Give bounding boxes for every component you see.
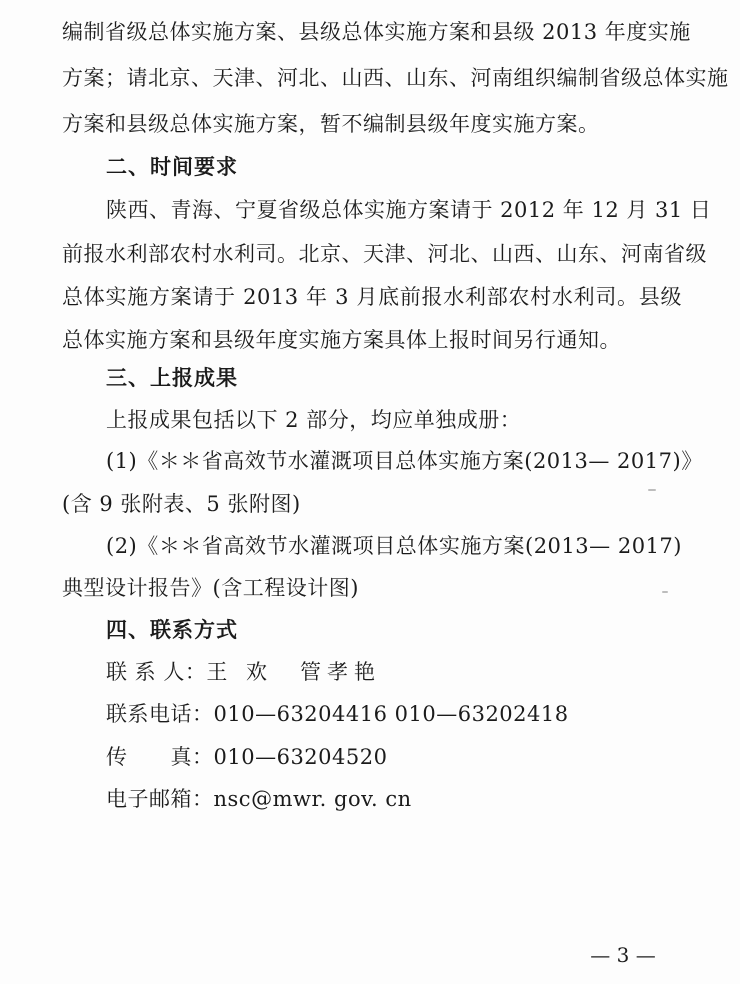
- contact-phone-row: [106, 700, 682, 728]
- contact-person-label: 联 系 人：: [106, 660, 207, 684]
- time-paragraph-line-4: 总体实施方案和县级年度实施方案具体上报时间另行通知。: [62, 328, 621, 352]
- contact-fax-row: [106, 743, 682, 771]
- time-paragraph-line-3: 总体实施方案请于 2013 年 3 月底前报水利部农村水利司。县级: [62, 285, 682, 309]
- section-heading-submission-results: 三、上报成果: [106, 366, 238, 390]
- contact-fax-value: 010—63204520: [213, 745, 388, 769]
- contact-email-label: 电子邮箱：: [106, 787, 214, 811]
- section-heading-time-requirements: 二、时间要求: [106, 155, 238, 179]
- page-number: — 3 —: [590, 943, 656, 967]
- time-paragraph-line-1: 陕西、青海、宁夏省级总体实施方案请于 2012 年 12 月 31 日: [106, 198, 712, 222]
- paragraph-1-line-1: 编制省级总体实施方案、县级总体实施方案和县级 2013 年度实施: [62, 20, 691, 44]
- submission-item-2-line-1: (2)《＊＊省高效节水灌溉项目总体实施方案(2013— 2017): [106, 534, 682, 558]
- scan-speck: [662, 591, 668, 593]
- contact-person-names: 王 欢 管孝艳: [206, 660, 382, 684]
- paragraph-1-line-3: 方案和县级总体实施方案，暂不编制县级年度实施方案。: [62, 112, 600, 136]
- submission-intro: 上报成果包括以下 2 部分，均应单独成册：: [106, 408, 522, 432]
- contact-email-value: nsc@mwr. gov. cn: [213, 787, 412, 811]
- contact-phone-label: 联系电话：: [106, 702, 214, 726]
- contact-email-row: [106, 785, 682, 813]
- section-heading-contact: 四、联系方式: [106, 618, 238, 642]
- contact-fax-label: 传 真：: [106, 745, 214, 769]
- submission-item-2-line-2: 典型设计报告》(含工程设计图): [62, 576, 359, 600]
- paragraph-1-line-2: 方案；请北京、天津、河北、山西、山东、河南组织编制省级总体实施: [62, 66, 729, 90]
- contact-phone-value: 010—63204416 010—63202418: [213, 702, 569, 726]
- scan-speck: [648, 489, 656, 491]
- time-paragraph-line-2: 前报水利部农村水利司。北京、天津、河北、山西、山东、河南省级: [62, 242, 707, 266]
- contact-person-row: [106, 658, 682, 686]
- submission-item-1-line-1: (1)《＊＊省高效节水灌溉项目总体实施方案(2013— 2017)》: [106, 449, 703, 473]
- submission-item-1-line-2: (含 9 张附表、5 张附图): [62, 492, 301, 516]
